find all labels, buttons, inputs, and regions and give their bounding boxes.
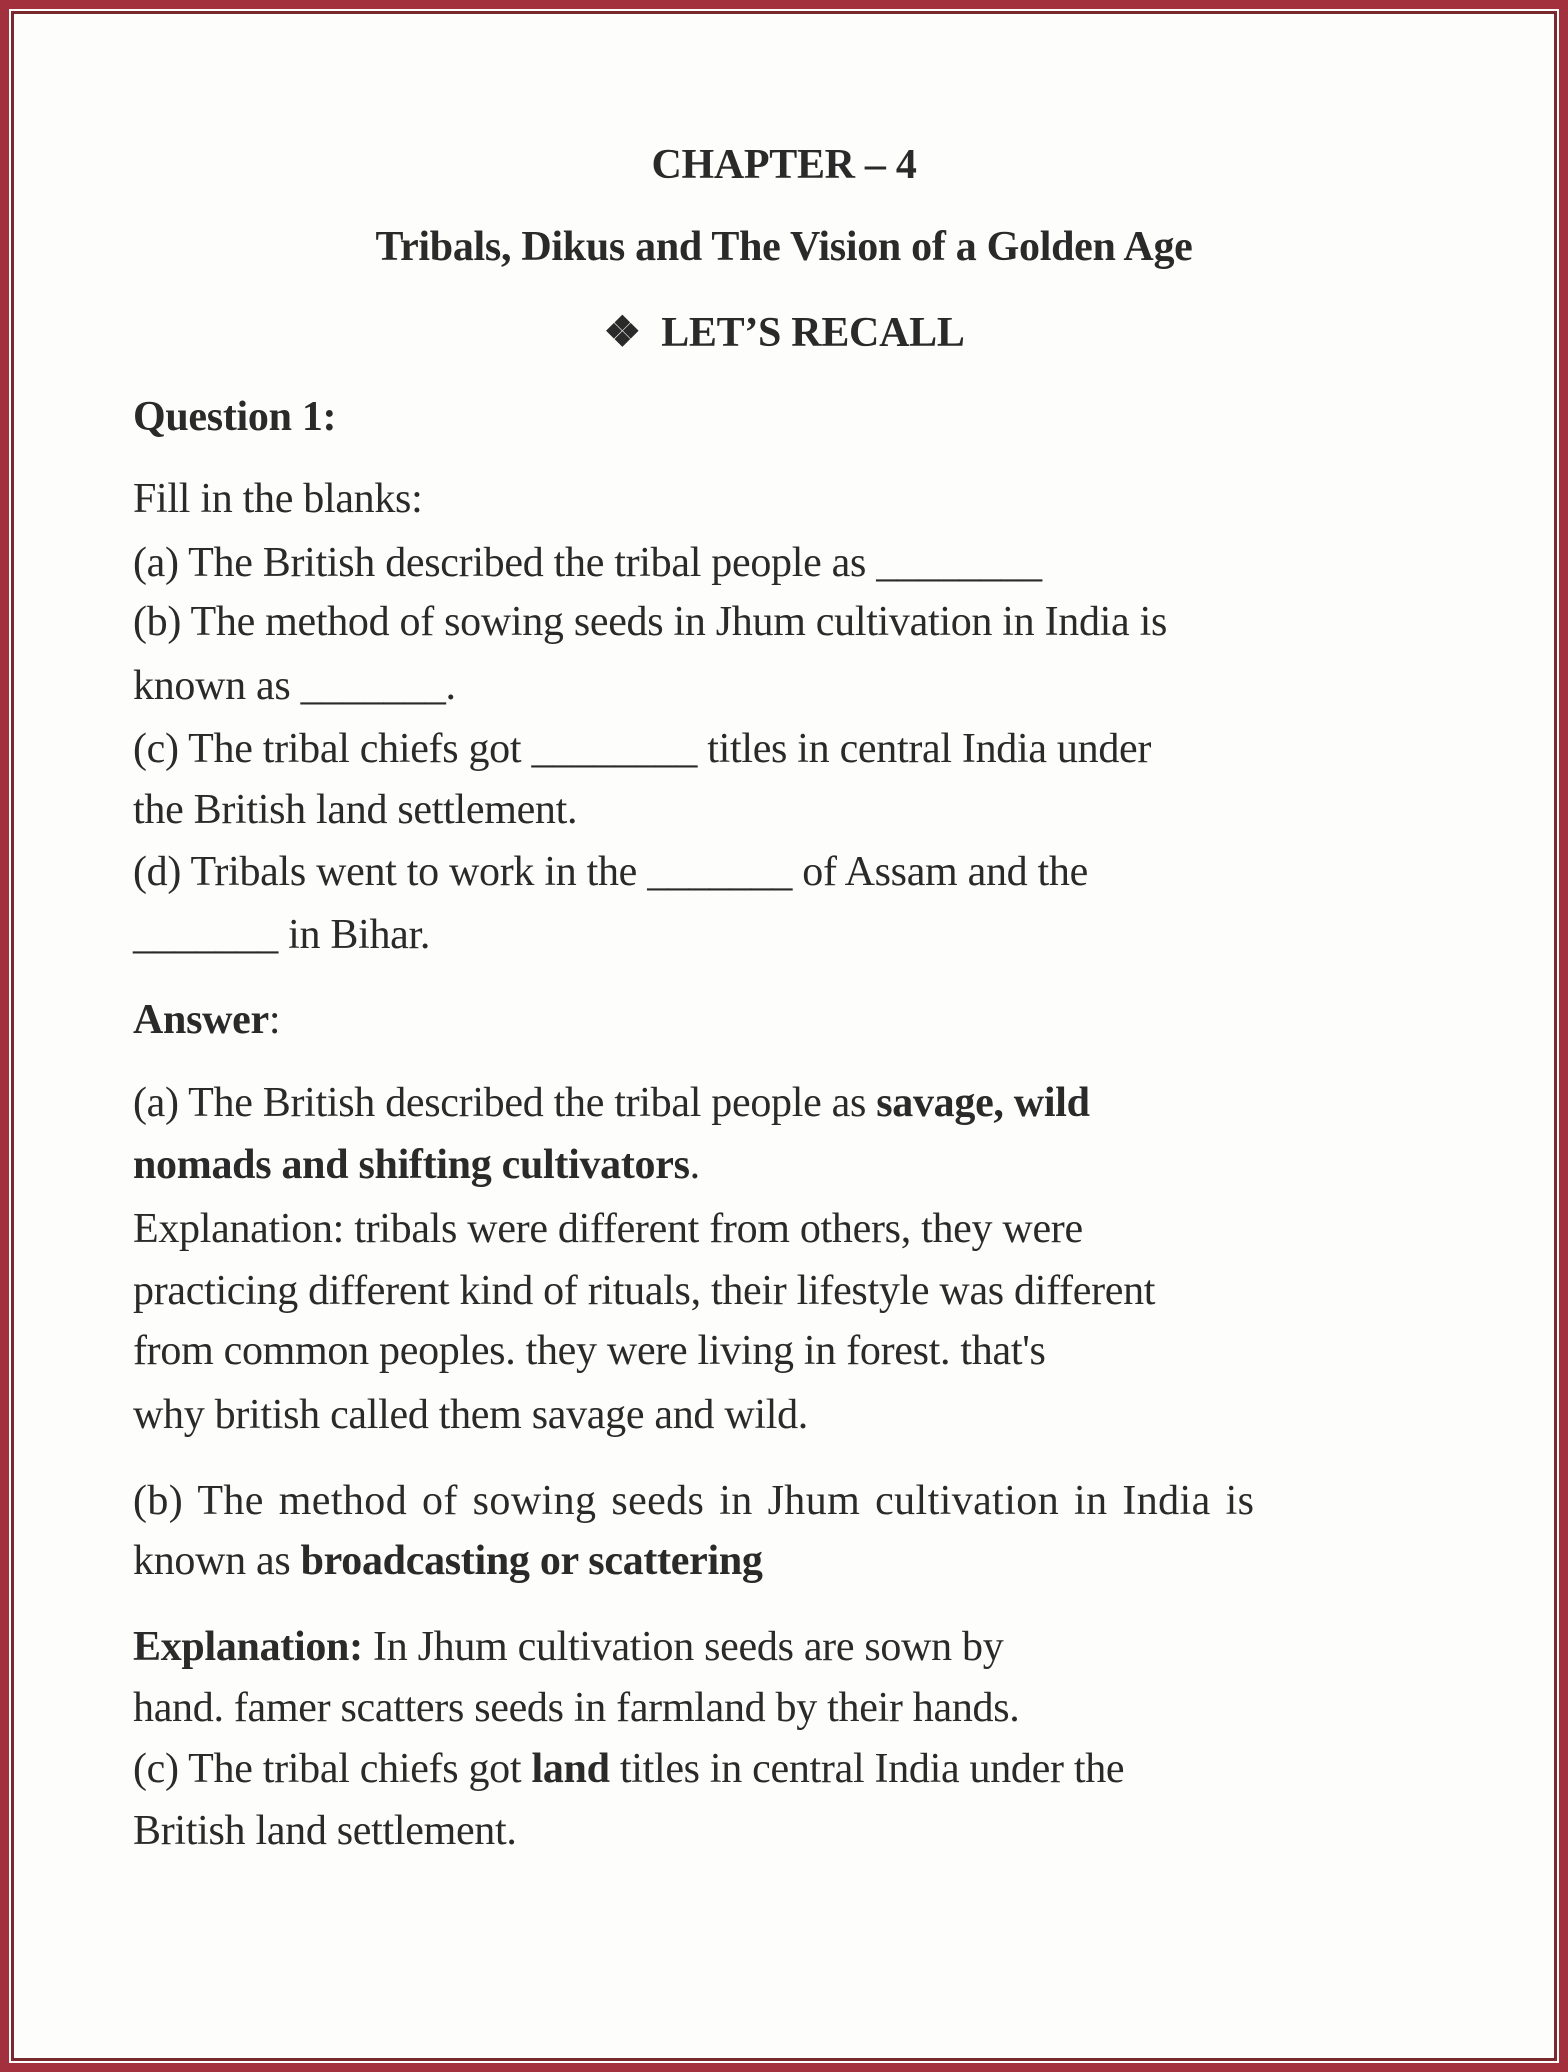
question-line: (b) The method of sowing seeds in Jhum cultivation in India is: [133, 599, 1167, 645]
answer-b-line: (b) The method of sowing seeds in Jhum cultivation in India is: [133, 1478, 1255, 1524]
explanation-b-line: hand. famer scatters seeds in farmland by their hands.: [133, 1685, 1020, 1731]
chapter-title: Tribals, Dikus and The Vision of a Golden Age: [375, 224, 1193, 270]
answer-b-line: [133, 1530, 763, 1592]
bold-answer: nomads and shifting cultivators: [133, 1142, 690, 1188]
text: In Jhum cultivation seeds are sown by: [362, 1624, 1004, 1670]
text: (a) The British described the tribal people as: [133, 1080, 877, 1126]
text: titles in central India under the: [609, 1746, 1125, 1792]
section-title: LET’S RECALL: [661, 310, 965, 356]
diamond-ornament-icon: ❖: [603, 310, 641, 356]
answer-c-line: British land settlement.: [133, 1808, 517, 1854]
explanation-label: Explanation:: [133, 1624, 363, 1670]
text: .: [689, 1142, 700, 1188]
bold-answer: broadcasting or scattering: [300, 1538, 763, 1584]
answer-a-line: [133, 1072, 1090, 1134]
explanation-line: why british called them savage and wild.: [133, 1392, 808, 1438]
section-heading: [0, 302, 1568, 364]
explanation-line: Explanation: tribals were different from others, they were: [133, 1206, 1083, 1252]
question-line: (c) The tribal chiefs got ________ titles in central India under: [133, 726, 1152, 772]
question-line: the British land settlement.: [133, 787, 578, 833]
chapter-heading: CHAPTER – 4: [651, 142, 917, 188]
explanation-b-line: [133, 1616, 1003, 1678]
question-line: (d) Tribals went to work in the _______ of Assam and the: [133, 849, 1088, 895]
text: known as: [133, 1538, 301, 1584]
answer-c-line: [133, 1738, 1124, 1800]
question-line: known as _______.: [133, 663, 456, 709]
answer-label-text: Answer: [133, 997, 269, 1043]
bold-answer: savage, wild: [876, 1080, 1090, 1126]
bold-answer: land: [531, 1746, 610, 1792]
explanation-line: practicing different kind of rituals, their lifestyle was different: [133, 1268, 1156, 1314]
question-label: Question 1:: [133, 394, 337, 440]
text: (c) The tribal chiefs got: [133, 1746, 532, 1792]
answer-label: [133, 989, 280, 1051]
question-intro: Fill in the blanks:: [133, 476, 423, 522]
question-line: _______ in Bihar.: [133, 912, 431, 958]
question-line: (a) The British described the tribal people as ________: [133, 540, 1042, 586]
answer-colon: :: [268, 997, 281, 1043]
explanation-line: from common peoples. they were living in forest. that's: [133, 1328, 1046, 1374]
answer-a-line: [133, 1134, 700, 1196]
